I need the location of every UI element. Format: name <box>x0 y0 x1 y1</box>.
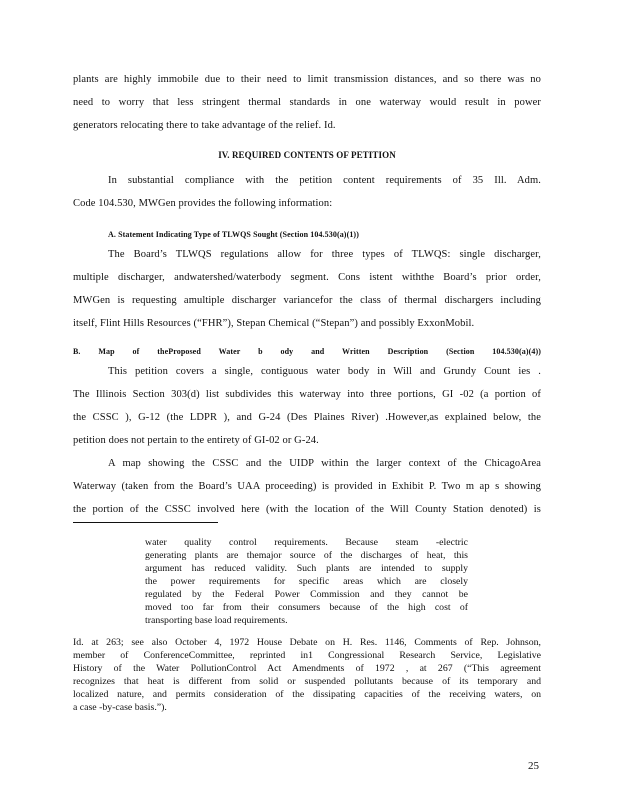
footnote-citation-line: member of ConferenceCommittee, reprinted in1 Congressional Research Service, Legislative <box>73 650 541 661</box>
body-text-line: multiple discharger, andwatershed/waterbody segment. Cons istent withthe Board’s prior order, <box>73 272 541 283</box>
footnote-quote-line: transporting base load requirements. <box>145 615 288 626</box>
subheading-a: A. Statement Indicating Type of TLWQS Sought (Section 104.530(a)(1)) <box>108 230 359 239</box>
body-text-line: the portion of the CSSC involved here (with the location of the Will County Station denoted) is <box>73 504 541 515</box>
footnote-quote-line: argument has reduced validity. Such plants are intended to supply <box>145 563 468 574</box>
footnote-quote-line: water quality control requirements. Because steam -electric <box>145 537 468 548</box>
body-text-line: itself, Flint Hills Resources (“FHR”), Stepan Chemical (“Stepan”) and possibly ExxonMobil. <box>73 318 475 329</box>
body-text-line: generators relocating there to take advantage of the relief. Id. <box>73 120 336 131</box>
body-text-line: The Board’s TLWQS regulations allow for three types of TLWQS: single discharger, <box>108 249 541 260</box>
page-number: 25 <box>528 760 539 772</box>
footnote-citation-line: localized nature, and permits consideration of the dissipating capacities of the receiving waters, on <box>73 689 541 700</box>
body-text-line: MWGen is requesting amultiple discharger variancefor the class of thermal dischargers including <box>73 295 541 306</box>
footnote-citation-line: Id. at 263; see also October 4, 1972 House Debate on H. Res. 1146, Comments of Rep. Johnson, <box>73 637 541 648</box>
footnote-quote-line: regulated by the Federal Power Commission and they cannot be <box>145 589 468 600</box>
footnote-quote-line: generating plants are themajor source of the discharges of heat, this <box>145 550 468 561</box>
body-text-line: petition does not pertain to the entirety of GI-02 or G-24. <box>73 435 319 446</box>
body-text-line: plants are highly immobile due to their need to limit transmission distances, and so there was no <box>73 74 541 85</box>
body-text-line: the CSSC ), G-12 (the LDPR ), and G-24 (Des Plaines River) .However,as explained below, the <box>73 412 541 423</box>
subheading-b: B. Map of theProposed Water b ody and Written Description (Section 104.530(a)(4)) <box>73 347 541 356</box>
footnote-citation-line: a case -by-case basis.”). <box>73 702 167 713</box>
footnote-citation-line: recognizes that heat is different from solid or suspended pollutants because of its temporary and <box>73 676 541 687</box>
section-heading: IV. REQUIRED CONTENTS OF PETITION <box>218 150 396 160</box>
footnote-quote-line: the power requirements for specific areas which are closely <box>145 576 468 587</box>
body-text-line: The Illinois Section 303(d) list subdivides this waterway into three portions, GI -02 (a portion of <box>73 389 541 400</box>
body-text-line: This petition covers a single, contiguous water body in Will and Grundy Count ies . <box>108 366 541 377</box>
footnote-citation-line: History of the Water PollutionControl Act Amendments of 1972 , at 267 (“This agreement <box>73 663 541 674</box>
footnote-separator <box>73 522 218 523</box>
body-text-line: need to worry that less stringent thermal standards in one waterway would result in power <box>73 97 541 108</box>
body-text-line: A map showing the CSSC and the UIDP within the larger context of the ChicagoArea <box>108 458 541 469</box>
body-text-line: Waterway (taken from the Board’s UAA proceeding) is provided in Exhibit P. Two m ap s showing <box>73 481 541 492</box>
footnote-quote-line: moved too far from their consumers because of the high cost of <box>145 602 468 613</box>
body-text-line: Code 104.530, MWGen provides the following information: <box>73 198 333 209</box>
body-text-line: In substantial compliance with the petition content requirements of 35 Ill. Adm. <box>108 175 541 186</box>
